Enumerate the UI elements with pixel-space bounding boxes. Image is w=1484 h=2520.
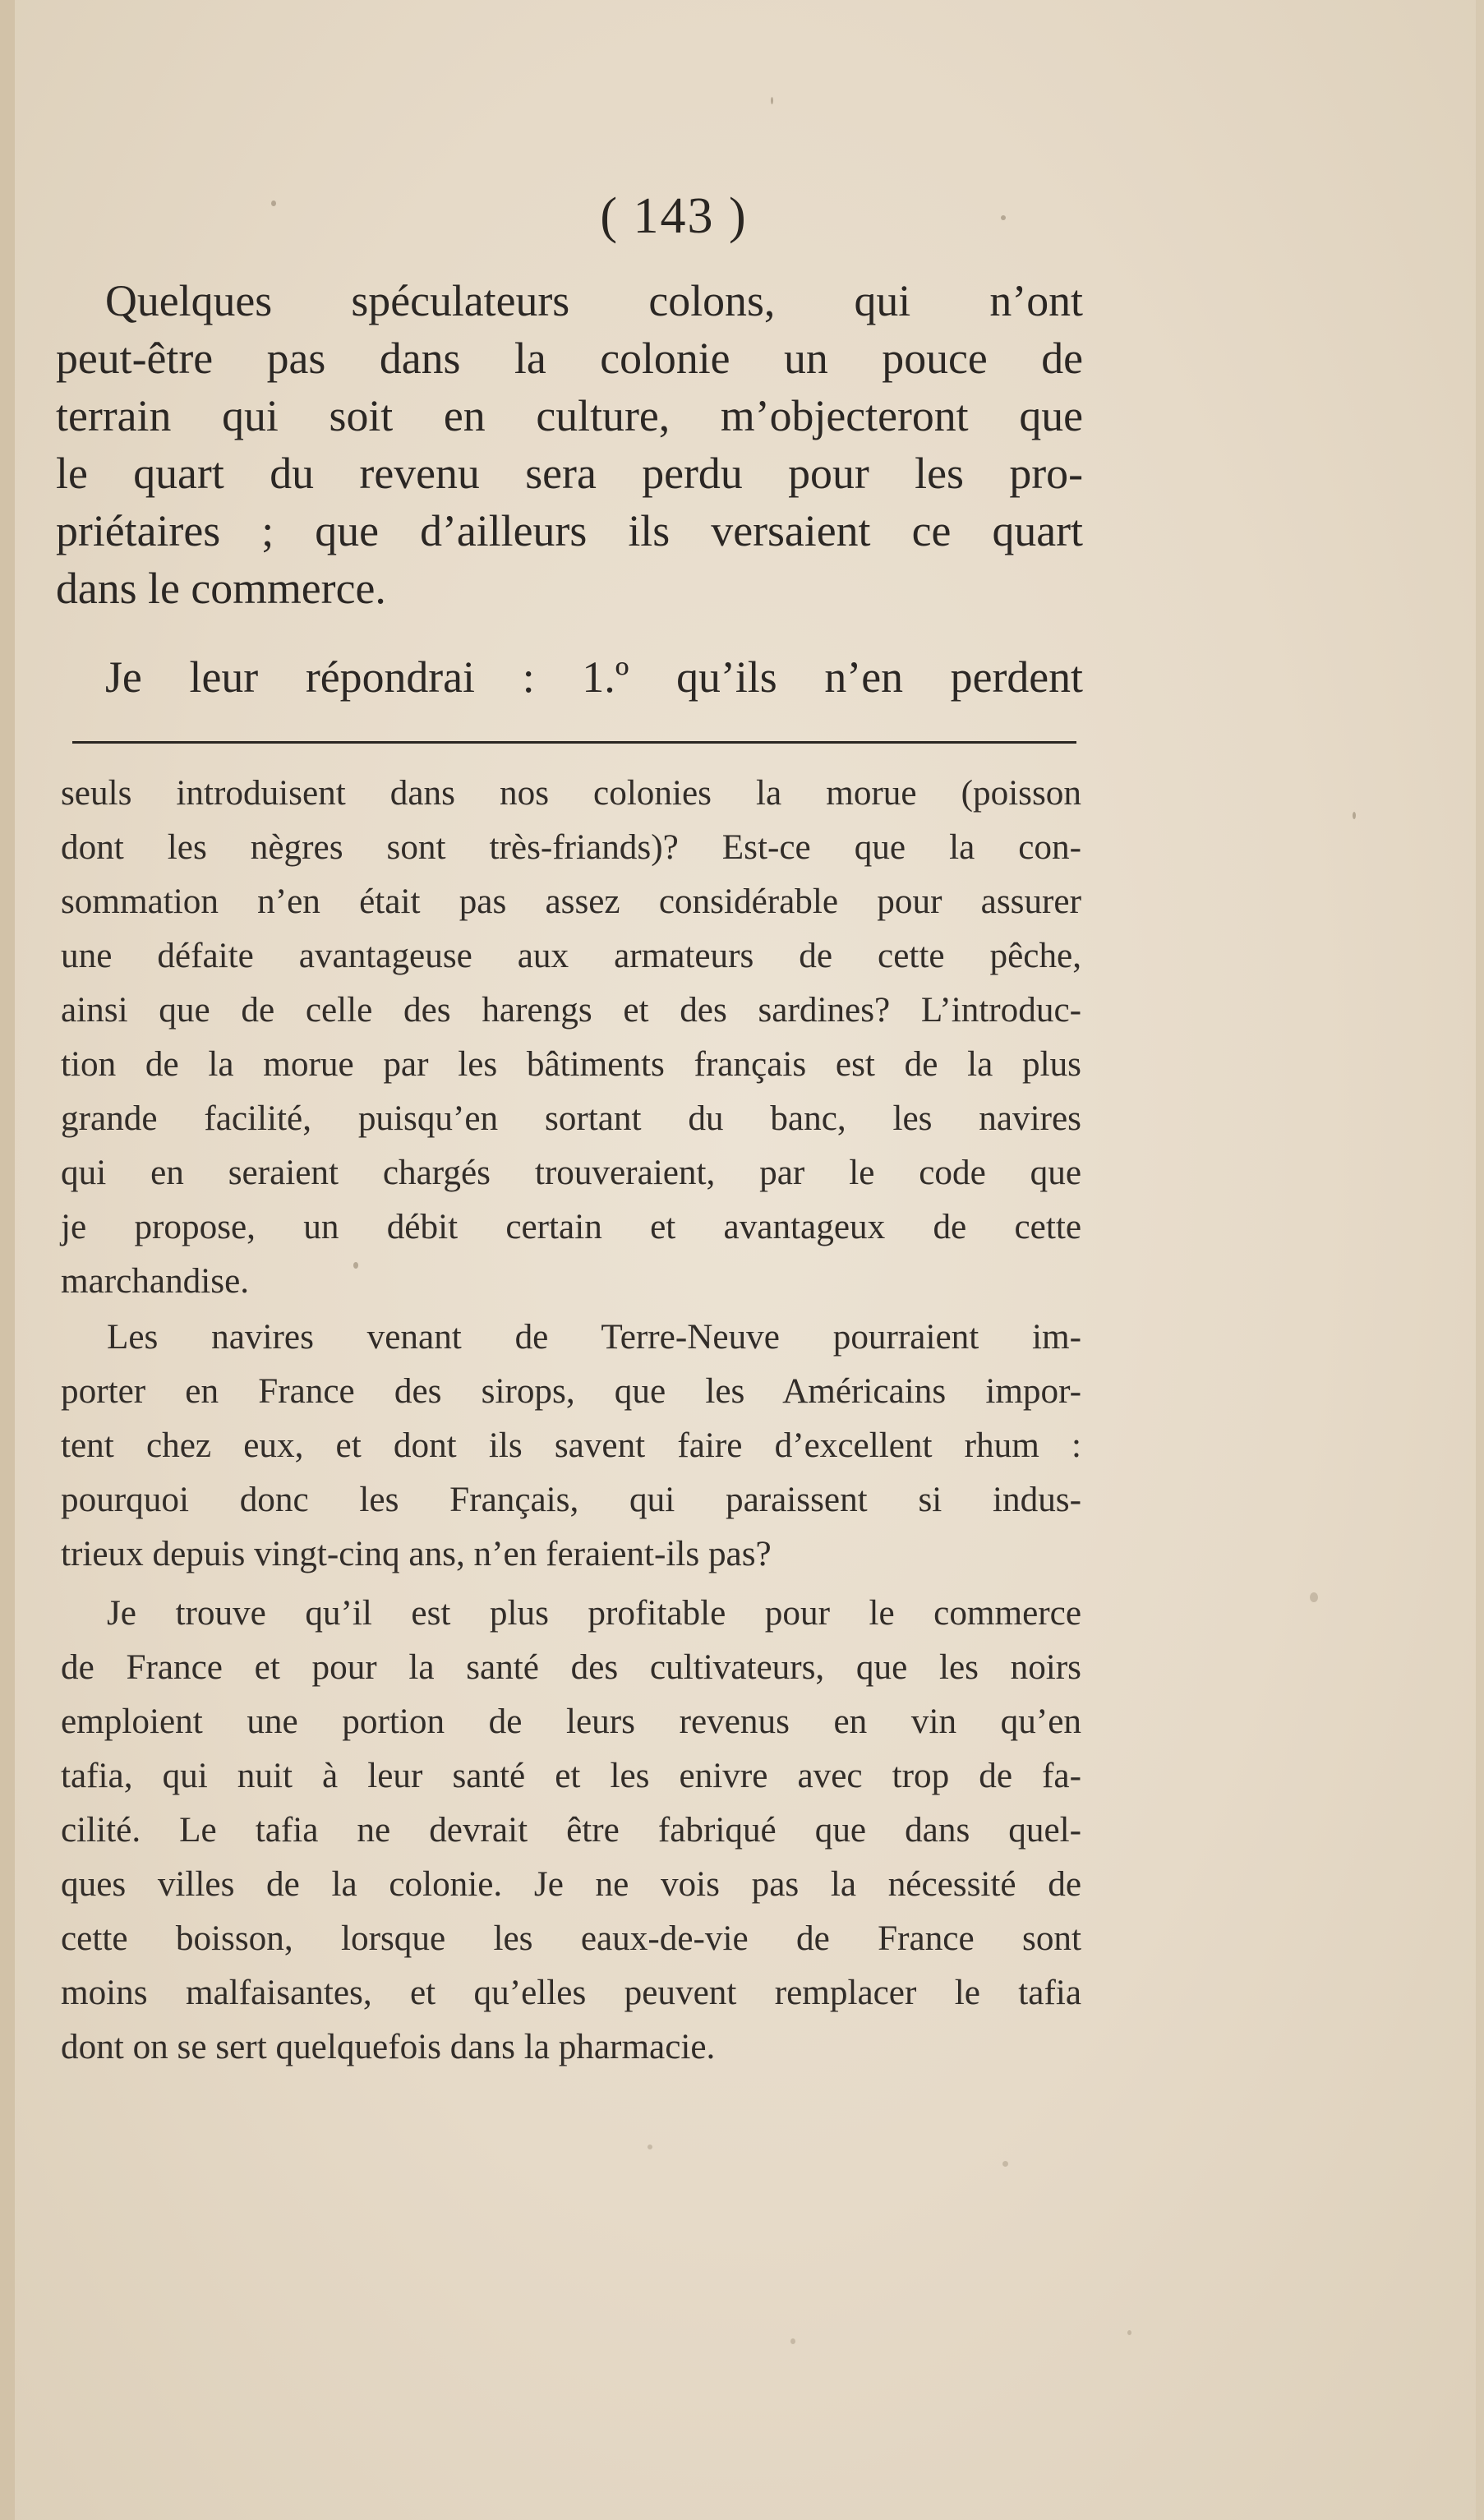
footnote-line: seuls introduisent dans nos colonies la morue (poisson — [61, 774, 1081, 813]
text-line: le quart du revenu sera perdu pour les pro- — [56, 449, 1083, 498]
footnote-line: je propose, un débit certain et avantageux de cette — [61, 1208, 1081, 1246]
footnote-line: tion de la morue par les bâtiments français est de la plus — [61, 1045, 1081, 1084]
paper-speck — [1310, 1592, 1318, 1602]
footnote-line: marchandise. — [61, 1262, 250, 1301]
text-line: cette boisson, lorsque les eaux-de-vie de France sont — [61, 1919, 1081, 1958]
text-line: tafia, qui nuit à leur santé et les enivre avec trop de fa- — [61, 1757, 1081, 1795]
text-line: priétaires ; que d’ailleurs ils versaient ce quart — [56, 506, 1083, 555]
text-line: pourquoi donc les Français, qui paraissent si indus- — [61, 1481, 1081, 1519]
footnote-line: qui en seraient chargés trouveraient, par le code que — [61, 1154, 1081, 1192]
text-line: porter en France des sirops, que les Américains impor- — [61, 1372, 1081, 1411]
paragraph-4 — [0, 1596, 1484, 2089]
text-line: Je leur répondrai : 1.º qu’ils n’en perdent — [105, 652, 1083, 702]
text-line: terrain qui soit en culture, m’objecteront que — [56, 391, 1083, 440]
footnote-line: grande facilité, puisqu’en sortant du banc, les navires — [61, 1099, 1081, 1138]
text-line: dont on se sert quelquefois dans la pharmacie. — [61, 2028, 716, 2066]
paper-speck — [1127, 2330, 1131, 2335]
main-text-block — [0, 271, 1484, 731]
text-line: peut-être pas dans la colonie un pouce de — [56, 334, 1083, 383]
text-line: tent chez eux, et dont ils savent faire d’excellent rhum : — [61, 1426, 1081, 1465]
footnote-line: une défaite avantageuse aux armateurs de cette pêche, — [61, 937, 1081, 975]
text-line: dans le commerce. — [56, 564, 386, 613]
paper-speck — [271, 200, 276, 206]
paper-speck — [648, 2145, 652, 2149]
text-line: moins malfaisantes, et qu’elles peuvent remplacer le tafia — [61, 1974, 1081, 2012]
paper-speck — [353, 1262, 358, 1269]
footnote-block — [0, 776, 1484, 1301]
text-line: trieux depuis vingt-cinq ans, n’en feraient-ils pas? — [61, 1535, 772, 1573]
paragraph-3 — [0, 1320, 1484, 1599]
footnote-line: ainsi que de celle des harengs et des sardines? L’introduc- — [61, 991, 1081, 1030]
text-line: emploient une portion de leurs revenus en vin qu’en — [61, 1702, 1081, 1741]
footnote-rule — [72, 741, 1076, 744]
text-line: cilité. Le tafia ne devrait être fabriqué que dans quel- — [61, 1811, 1081, 1850]
footnote-line: dont les nègres sont très-friands)? Est-ce que la con- — [61, 828, 1081, 867]
paper-speck — [790, 2338, 795, 2344]
text-line: Je trouve qu’il est plus profitable pour le commerce — [107, 1594, 1081, 1633]
text-line: Quelques spéculateurs colons, qui n’ont — [105, 276, 1083, 325]
paper-speck — [1353, 812, 1356, 819]
text-line: ques villes de la colonie. Je ne vois pas la nécessité de — [61, 1865, 1081, 1904]
paper-speck — [1002, 2161, 1008, 2167]
paper-speck — [771, 97, 773, 104]
page-number: ( 143 ) — [600, 188, 748, 244]
text-line: Les navires venant de Terre-Neuve pourraient im- — [107, 1318, 1081, 1357]
footnote-line: sommation n’en était pas assez considérable pour assurer — [61, 882, 1081, 921]
paper-speck — [1001, 215, 1006, 220]
text-line: de France et pour la santé des cultivateurs, que les noirs — [61, 1648, 1081, 1687]
